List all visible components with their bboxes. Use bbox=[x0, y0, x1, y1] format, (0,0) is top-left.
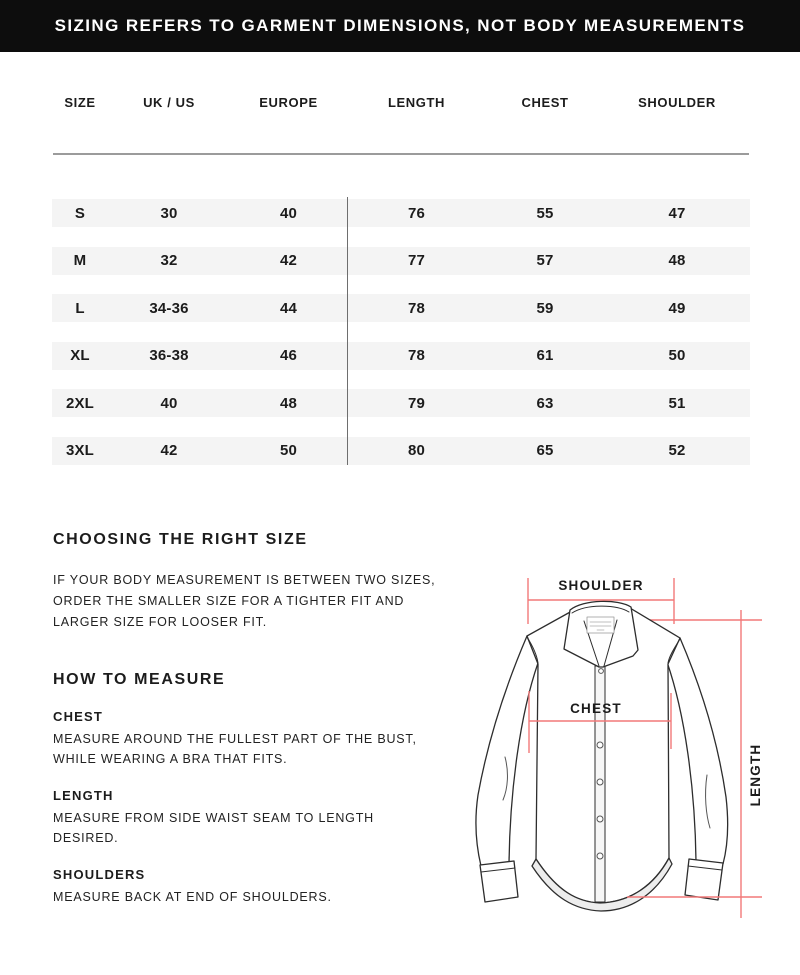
cell-uk-us: 40 bbox=[160, 394, 178, 412]
cell-length: 77 bbox=[407, 252, 426, 269]
column-header-shoulder: SHOULDER bbox=[638, 95, 716, 110]
cell-uk-us: 32 bbox=[160, 252, 178, 269]
button bbox=[597, 779, 603, 785]
right-sleeve bbox=[667, 638, 728, 864]
cell-length: 78 bbox=[407, 299, 426, 317]
cell-size: M bbox=[73, 252, 87, 269]
header-rule bbox=[53, 153, 749, 155]
cell-size: XL bbox=[70, 347, 90, 364]
paragraph-line: WHILE WEARING A BRA THAT FITS. bbox=[53, 752, 288, 766]
paragraph-line: LARGER SIZE FOR LOOSER FIT. bbox=[53, 615, 267, 629]
paragraph-line: MEASURE AROUND THE FULLEST PART OF THE BUST, bbox=[53, 732, 417, 746]
paragraph-line: MEASURE FROM SIDE WAIST SEAM TO LENGTH bbox=[53, 811, 374, 825]
table-row-xl bbox=[52, 342, 750, 370]
cell-length: 79 bbox=[407, 394, 426, 412]
cell-europe: 42 bbox=[279, 252, 298, 269]
shoulders-instructions bbox=[53, 887, 453, 907]
table-row-3xl bbox=[52, 437, 750, 465]
cell-europe: 40 bbox=[279, 204, 298, 222]
cell-shoulder: 47 bbox=[668, 204, 686, 222]
cell-europe: 46 bbox=[279, 347, 298, 364]
table-row-m bbox=[52, 247, 750, 275]
table-row-l bbox=[52, 294, 750, 322]
cell-shoulder: 51 bbox=[668, 394, 686, 412]
cell-uk-us: 42 bbox=[160, 442, 178, 459]
choosing-size-heading: CHOOSING THE RIGHT SIZE bbox=[53, 531, 308, 548]
right-cuff bbox=[685, 859, 723, 900]
shirt-measurement-diagram bbox=[430, 565, 800, 925]
chest-instructions bbox=[53, 729, 453, 769]
button bbox=[597, 853, 603, 859]
collar-button bbox=[599, 669, 604, 674]
cell-length: 76 bbox=[407, 204, 426, 222]
button bbox=[597, 742, 603, 748]
column-header-uk-us: UK / US bbox=[143, 95, 195, 110]
collar-label-tag bbox=[587, 617, 614, 633]
paragraph-line: DESIRED. bbox=[53, 831, 119, 845]
cell-chest: 63 bbox=[536, 394, 554, 412]
length-subheading: LENGTH bbox=[53, 788, 114, 803]
cell-chest: 61 bbox=[536, 347, 554, 364]
cell-europe: 48 bbox=[279, 394, 298, 412]
left-cuff bbox=[480, 861, 518, 902]
column-header-europe: EUROPE bbox=[259, 95, 318, 110]
cell-uk-us: 30 bbox=[160, 204, 178, 222]
paragraph-line: IF YOUR BODY MEASUREMENT IS BETWEEN TWO SIZES, bbox=[53, 573, 436, 587]
cell-shoulder: 48 bbox=[668, 252, 686, 269]
shoulder-label: SHOULDER bbox=[558, 578, 644, 593]
chest-subheading: CHEST bbox=[53, 709, 104, 724]
chest-label: CHEST bbox=[570, 701, 622, 716]
table-column-divider bbox=[347, 197, 348, 465]
cell-size: S bbox=[74, 204, 86, 222]
cell-shoulder: 52 bbox=[668, 442, 686, 459]
size-table-header bbox=[52, 95, 750, 110]
cell-chest: 57 bbox=[536, 252, 554, 269]
shoulders-subheading: SHOULDERS bbox=[53, 867, 146, 882]
paragraph-line: ORDER THE SMALLER SIZE FOR A TIGHTER FIT AND bbox=[53, 594, 405, 608]
choosing-size-paragraph bbox=[53, 570, 493, 633]
cell-chest: 59 bbox=[536, 299, 554, 317]
cell-europe: 50 bbox=[279, 442, 298, 459]
disclaimer-text: SIZING REFERS TO GARMENT DIMENSIONS, NOT BODY MEASUREMENTS bbox=[54, 16, 746, 35]
cell-length: 80 bbox=[407, 442, 426, 459]
cell-length: 78 bbox=[407, 347, 426, 364]
cell-chest: 65 bbox=[536, 442, 554, 459]
table-row-s bbox=[52, 199, 750, 227]
shirt-illustration bbox=[476, 601, 728, 911]
cell-size: 3XL bbox=[65, 442, 95, 459]
table-row-2xl bbox=[52, 389, 750, 417]
cell-shoulder: 49 bbox=[668, 299, 686, 317]
column-header-chest: CHEST bbox=[521, 95, 569, 110]
cell-uk-us: 36-38 bbox=[149, 347, 189, 364]
cell-uk-us: 34-36 bbox=[149, 299, 189, 317]
disclaimer-banner bbox=[0, 0, 800, 52]
cell-shoulder: 50 bbox=[668, 347, 686, 364]
how-to-measure-heading: HOW TO MEASURE bbox=[53, 671, 226, 688]
cell-europe: 44 bbox=[279, 299, 298, 317]
button bbox=[597, 816, 603, 822]
column-header-size: SIZE bbox=[64, 95, 96, 110]
length-label: LENGTH bbox=[748, 743, 763, 807]
length-instructions bbox=[53, 808, 453, 848]
paragraph-line: MEASURE BACK AT END OF SHOULDERS. bbox=[53, 890, 332, 904]
size-table-body bbox=[52, 199, 750, 484]
cell-size: 2XL bbox=[65, 394, 95, 412]
column-header-length: LENGTH bbox=[387, 95, 446, 110]
cell-size: L bbox=[75, 299, 85, 317]
cell-chest: 55 bbox=[536, 204, 554, 222]
